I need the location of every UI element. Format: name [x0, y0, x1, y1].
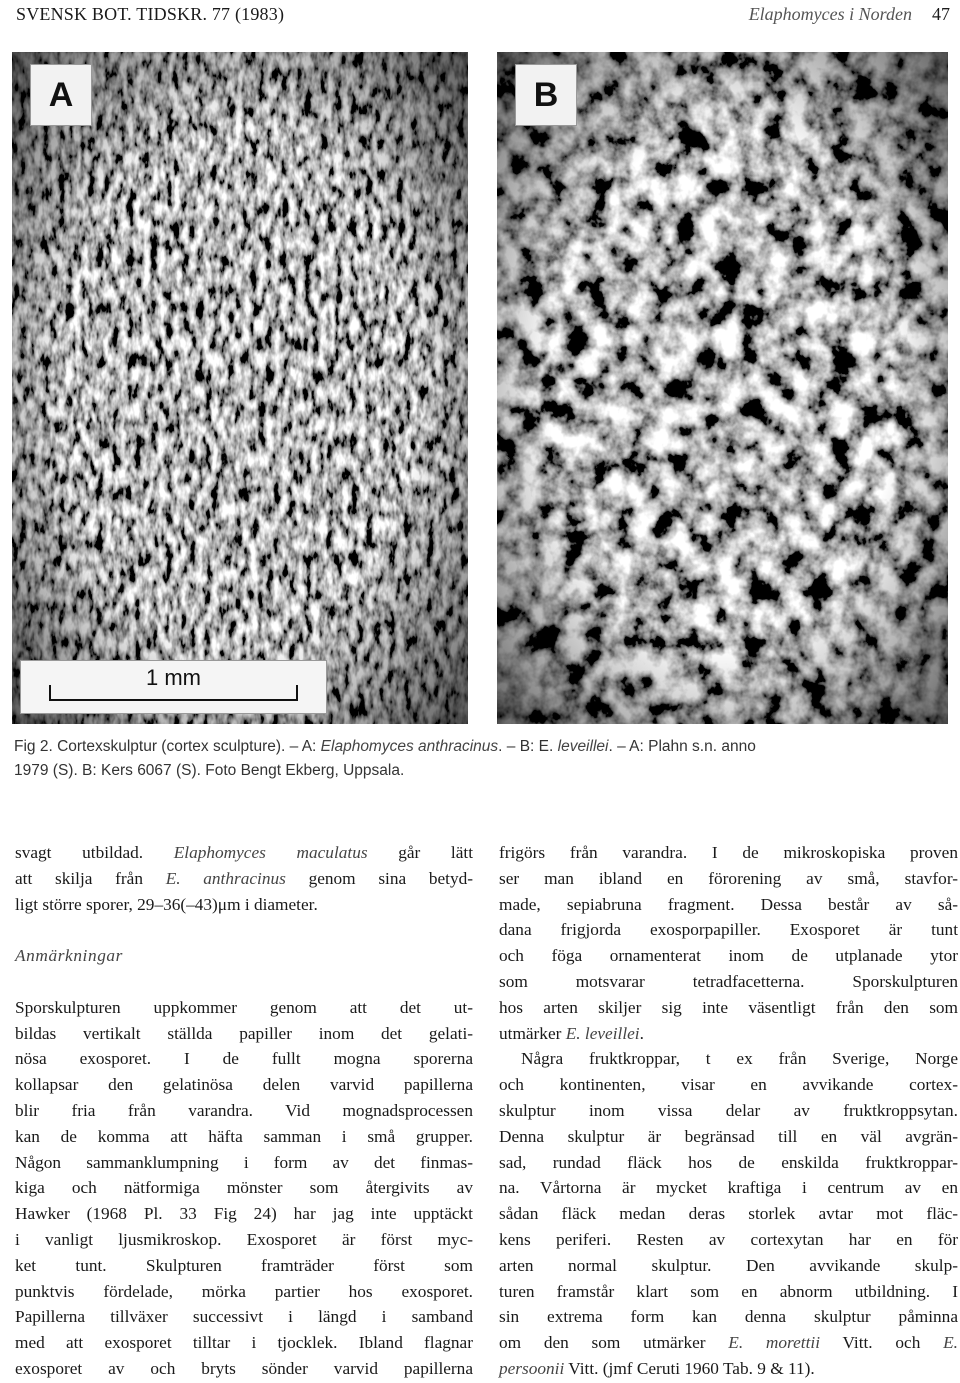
page-number: 47 — [932, 4, 950, 24]
text-line: made, sepiabruna fragment. Dessa består av så- — [499, 894, 958, 914]
panel-b-label: B — [515, 64, 577, 126]
text-line: skulptur inom vissa delar av fruktkroppsytan. — [499, 1100, 958, 1120]
species-name: E. morettii — [728, 1333, 821, 1353]
text-run: utmärker — [499, 1023, 566, 1043]
text-run: Vitt. (jmf Ceruti 1960 Tab. 9 & 11). — [564, 1358, 815, 1378]
species-name: persoonii — [499, 1358, 565, 1378]
caption-text: Fig 2. Cortexskulptur (cortex sculpture). – A: — [14, 738, 321, 755]
right-column — [499, 840, 958, 1382]
text-line — [15, 840, 473, 866]
micrograph-b — [497, 52, 948, 724]
text-line: nösa exosporet. I de fullt mogna sporerna — [15, 1049, 473, 1069]
spacer — [15, 969, 473, 995]
text-line: blir fria från varandra. Vid mognadsprocessen — [15, 1100, 473, 1120]
spacer — [15, 917, 473, 943]
scale-bar — [20, 660, 327, 714]
text-line: punktvis fördelade, mörka partier hos exosporet. — [15, 1281, 473, 1301]
panel-a-label: A — [30, 64, 92, 126]
text-line — [499, 1021, 958, 1047]
text-line: ligt större sporer, 29–36(–43)μm i diameter. — [15, 894, 318, 914]
text-run: genom sina betyd- — [285, 868, 474, 888]
text-line — [499, 1356, 958, 1382]
figure-caption — [14, 735, 959, 783]
text-line: arten normal skulptur. Den avvikande skulp- — [499, 1255, 958, 1275]
species-name: E. — [943, 1333, 959, 1353]
caption-species: leveillei — [557, 738, 609, 755]
text-line: Hawker (1968 Pl. 33 Fig 24) har jag inte upptäckt — [15, 1204, 473, 1224]
text-line: frigörs från varandra. I de mikroskopiska proven — [499, 843, 958, 862]
text-line: och föga ornamenterat inom de utplanade ytor — [499, 946, 958, 966]
figure-panel-a — [12, 52, 468, 724]
text-line: Sporskulpturen uppkommer genom att det ut- — [15, 997, 473, 1017]
species-name: E. leveillei — [565, 1023, 640, 1043]
running-header — [16, 4, 950, 32]
running-title: Elaphomyces i Norden — [748, 4, 912, 24]
paragraph-sporskulptur — [15, 995, 473, 1382]
text-line: Papillerna tillväxer successivt i längd i samband — [15, 1307, 473, 1327]
scale-bar-tick-right — [296, 685, 298, 701]
text-run: svagt utbildad. — [15, 843, 174, 862]
text-line: Någon sammanklumpning i form av det finmas- — [15, 1152, 473, 1172]
micrograph-a — [12, 52, 468, 724]
text-line: sådan fläck medan deras storlek avtar mot fläc- — [499, 1204, 958, 1224]
figure-panel-b — [497, 52, 948, 724]
species-name: Elaphomyces maculatus — [173, 843, 368, 862]
text-line: ket tunt. Skulpturen framträder först som — [15, 1255, 473, 1275]
paragraph-exospor — [499, 840, 958, 1021]
text-line: Några fruktkroppar, t ex från Sverige, Norge — [521, 1049, 958, 1069]
text-line: kens periferi. Resten av cortexytan har en för — [499, 1229, 958, 1249]
text-line: sad, rundad fläck hos de enskilda fruktkroppar- — [499, 1152, 958, 1172]
text-line — [15, 866, 473, 892]
section-heading: Anmärkningar — [15, 946, 124, 966]
text-run: Vitt. och — [820, 1333, 944, 1353]
text-run: . — [639, 1023, 644, 1043]
text-line — [499, 1330, 958, 1356]
running-title-group — [749, 4, 950, 25]
text-line: kan de komma att häfta samman i små grupper. — [15, 1126, 473, 1146]
text-line: turen framstår klart som en abnorm utbildning. I — [499, 1281, 958, 1301]
text-line: kollapsar den gelatinösa delen varvid papillerna — [15, 1075, 473, 1095]
species-name: E. anthracinus — [165, 868, 286, 888]
caption-text: . – B: E. — [498, 738, 558, 755]
text-line: hos arten skiljer sig inte väsentligt från den som — [499, 997, 958, 1017]
text-line: kiga och nätformiga mönster som återgivits av — [15, 1178, 473, 1198]
text-line: na. Vårtorna är mycket kraftiga i centrum av en — [499, 1178, 958, 1198]
text-line: ser man ibland en förorening av små, stavfor- — [499, 868, 958, 888]
caption-text: . – A: Plahn s.n. anno — [608, 738, 756, 755]
text-line: dana frigjorda exosporpapiller. Exosporet är tunt — [499, 920, 958, 940]
text-line: med att exosporet tilltar i tjocklek. Ibland flagnar — [15, 1333, 473, 1353]
caption-species: Elaphomyces anthracinus — [320, 738, 499, 755]
left-column — [15, 840, 473, 1382]
text-run: går lätt — [367, 843, 473, 862]
paragraph-fruktkroppar — [499, 1046, 958, 1304]
text-line: som motsvarar tetradfacetterna. Sporskulpturen — [499, 971, 958, 991]
text-line: Denna skulptur är begränsad till en väl avgrän- — [499, 1126, 958, 1146]
text-line: exosporet av och bryts sönder varvid papillerna — [15, 1358, 473, 1378]
text-line: bildas vertikalt ställda papiller inom det gelati- — [15, 1023, 473, 1043]
text-line: och kontinenten, visar en avvikande cortex- — [499, 1075, 958, 1095]
scale-bar-tick-left — [49, 685, 51, 701]
text-line: sin extrema form kan denna skulptur påminna — [499, 1307, 958, 1327]
caption-line-2: 1979 (S). B: Kers 6067 (S). Foto Bengt Ekberg, Uppsala. — [14, 762, 405, 779]
text-run: att skilja från — [15, 868, 166, 888]
scale-bar-line — [49, 699, 298, 701]
scale-bar-label: 1 mm — [146, 665, 201, 690]
caption-line-1 — [14, 735, 959, 759]
journal-citation: SVENSK BOT. TIDSKR. 77 (1983) — [16, 4, 285, 24]
text-run: om den som utmärker — [499, 1333, 729, 1353]
text-line: i vanligt ljusmikroskop. Exosporet är först myc- — [15, 1229, 473, 1249]
